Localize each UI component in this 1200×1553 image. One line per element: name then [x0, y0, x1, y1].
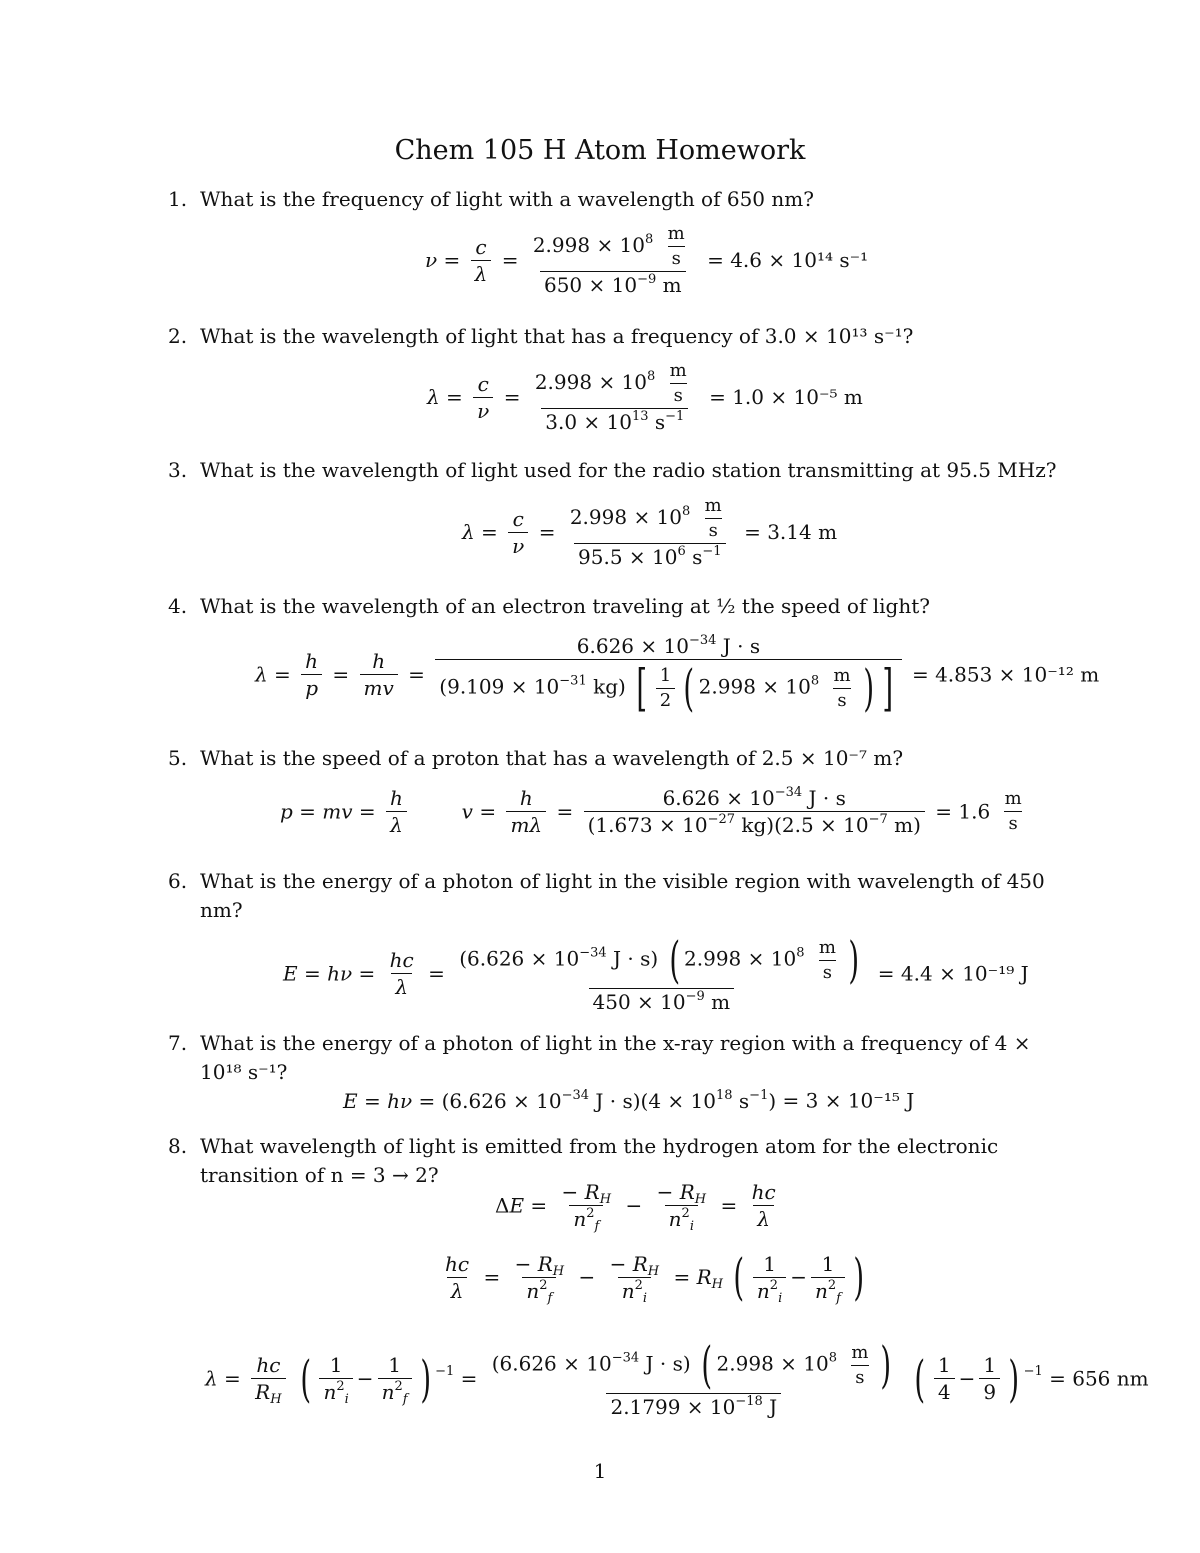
result-5: = 1.6: [935, 799, 991, 824]
question-number: 8.: [168, 1134, 188, 1158]
question-4: [168, 592, 1063, 621]
result-4: = 4.853 × 10⁻¹² m: [911, 662, 1100, 687]
question-number: 6.: [168, 869, 188, 893]
question-text: What is the wavelength of light that has a frequency of 3.0 × 10¹³ s⁻¹?: [200, 324, 914, 348]
page-title: Chem 105 H Atom Homework: [394, 135, 806, 166]
equation-8b: $\frac{hc}{\lambda}$ = $\frac{- R_H}{n^2_f}$ − $\frac{- R_H}{n^2_i}$ = $R_H$ ( $\frac{1}{n^2_i}$ − $\frac{1}{n^2_f}$ ): [445, 1248, 865, 1306]
question-3: [168, 456, 1063, 485]
question-number: 2.: [168, 324, 188, 348]
equation-6: E = hν = $\frac{hc}{\lambda}$ = ($6.626 \times 10^{-34}$ J · s) ( $2.998 \times 10^8$ $\frac{m}{s}$ ) $450 \times 10^{-9}$ m = 4.4 × 10⁻¹⁹ J: [283, 931, 1029, 1014]
equation-8c: λ = $\frac{hc}{R_H}$ ( $\frac{1}{n^2_i}$ − $\frac{1}{n^2_f}$ ) $^{-1}$ = ($6.626 \times 10^{-34}$ J · s) ( $2.998 \times 10^8$ $\frac{m}{s}$ ) $2.1799 \times 10^{-18}$ J ( $\frac{1}{4}$ − $\frac{1}{9}$ ) $^{-1}$ = 656 nm: [205, 1336, 1149, 1419]
question-number: 3.: [168, 458, 188, 482]
question-6: [168, 867, 1063, 925]
result-1: = 4.6 × 10¹⁴ s⁻¹: [707, 248, 869, 272]
equation-5: p = mv = $\frac{h}{\lambda}$ v = $\frac{h}{m\lambda}$ = $\frac{6.626 \times 10^{-34} J \cdot s}{(1.673 \times 10^{-27} kg)(2.5 \times 10^{-7} m)}$ = 1.6 $\frac{m}{s}$: [280, 785, 1022, 837]
question-text: What wavelength of light is emitted from the hydrogen atom for the electronic transition of n = 3 → 2?: [200, 1134, 999, 1187]
result-2: = 1.0 × 10⁻⁵ m: [709, 385, 863, 409]
question-text: What is the frequency of light with a wavelength of 650 nm?: [200, 187, 814, 211]
equation-2: λ = $\frac{c}{\nu}$ = $2.998 \times 10^8$ $\frac{m}{s}$ $3.0 \times 10^{13}$ $s^{-1}$ = 1.0 × 10⁻⁵ m: [427, 360, 863, 434]
question-text: What is the speed of a proton that has a wavelength of 2.5 × 10⁻⁷ m?: [200, 746, 904, 770]
question-number: 1.: [168, 187, 188, 211]
question-number: 4.: [168, 594, 188, 618]
result-7: = 3 × 10⁻¹⁵ J: [782, 1088, 915, 1113]
result-3: = 3.14 m: [744, 520, 838, 544]
equation-1: ν = $\frac{c}{\lambda}$ = $2.998 \times 10^8$ $\frac{m}{s}$ $650 \times 10^{-9}$ m = 4.6 × 10¹⁴ s⁻¹: [425, 223, 869, 297]
result-6: = 4.4 × 10⁻¹⁹ J: [877, 961, 1029, 986]
page-number: 1: [593, 1459, 607, 1483]
question-2: [168, 322, 1063, 351]
question-text: What is the wavelength of light used for the radio station transmitting at 95.5 MHz?: [200, 458, 1057, 482]
equation-4: λ = $\frac{h}{p}$ = $\frac{h}{mv}$ = $6.626 \times 10^{-34}$ J · s ($9.109 \times 10^{-31}$ kg) [ $\frac{1}{2}$ ( $2.998 \times 10^8$ $\frac{m}{s}$ ) ] = 4.853 × 10⁻¹² m: [255, 633, 1100, 717]
question-1: [168, 185, 1063, 214]
result-8: = 656 nm: [1049, 1366, 1149, 1391]
question-text: What is the energy of a photon of light in the visible region with wavelength of 450 nm?: [200, 869, 1045, 922]
question-number: 7.: [168, 1031, 188, 1055]
question-text: What is the energy of a photon of light in the x-ray region with a frequency of 4 × 10¹⁸ s⁻¹?: [200, 1031, 1031, 1084]
question-7: [168, 1029, 1063, 1087]
equation-3: λ = $\frac{c}{\nu}$ = $2.998 \times 10^8$ $\frac{m}{s}$ $95.5 \times 10^6$ $s^{-1}$ = 3.14 m: [462, 495, 838, 569]
question-number: 5.: [168, 746, 188, 770]
equation-8a: ΔE = $\frac{- R_H}{n^2_f}$ − $\frac{- R_H}{n^2_i}$ = $\frac{hc}{\lambda}$: [495, 1180, 776, 1234]
question-5: [168, 744, 1063, 773]
question-text: What is the wavelength of an electron traveling at ½ the speed of light?: [200, 594, 930, 618]
equation-7: $E = h\nu = (6.626 \times 10^{-34}$ $J \cdot s)(4 \times 10^{18}$ $s^{-1}) = 3 \times 10^{-15}$ J: [343, 1087, 915, 1113]
